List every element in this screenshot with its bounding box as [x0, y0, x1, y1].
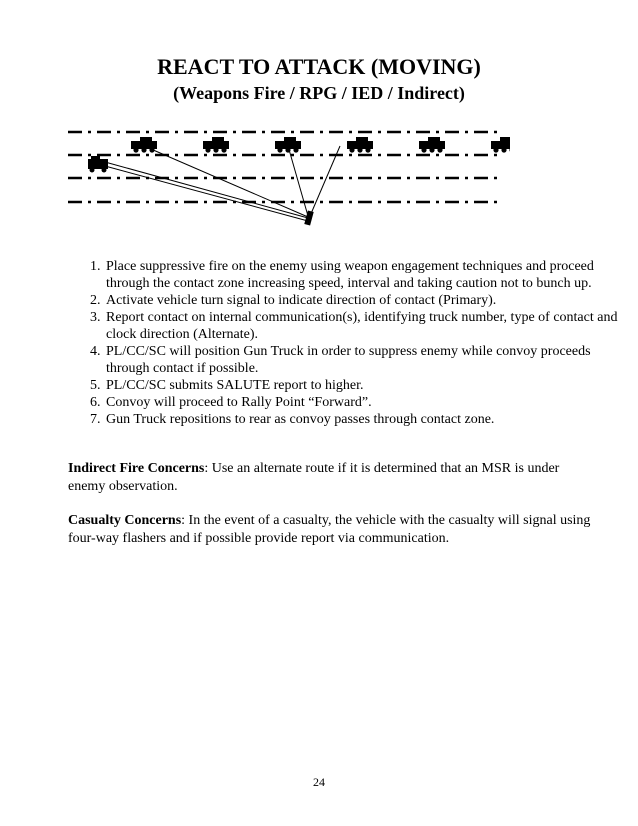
casualty-text: : In the event of a casualty, the vehicle with the casualty will signal using four-way flashers and if possible provide report via communication.	[68, 513, 591, 546]
convoy-vehicle-icon	[419, 137, 445, 153]
casualty-paragraph	[68, 512, 598, 548]
fire-line	[105, 162, 308, 218]
page-subtitle: (Weapons Fire / RPG / IED / Indirect)	[173, 83, 465, 103]
convoy-vehicle-icon	[131, 137, 157, 153]
list-item: 4. PL/CC/SC will position Gun Truck in order to suppress enemy while convoy proceeds through contact if possible.	[104, 343, 634, 377]
indirect-fire-text: : Use an alternate route if it is determined that an MSR is under enemy observation.	[68, 461, 560, 494]
convoy-vehicle-icon	[275, 137, 301, 153]
indirect-fire-paragraph	[68, 460, 598, 496]
gun-truck	[88, 156, 108, 173]
fire-line	[310, 146, 340, 216]
fire-line	[288, 146, 308, 216]
convoy-vehicle-icon	[203, 137, 229, 153]
list-item: 2. Activate vehicle turn signal to indicate direction of contact (Primary).	[104, 292, 634, 309]
page-title: REACT TO ATTACK (MOVING)	[157, 54, 481, 79]
enemy-icon	[304, 210, 313, 225]
list-item: 6. Convoy will proceed to Rally Point “Forward”.	[104, 394, 634, 411]
list-item: 1. Place suppressive fire on the enemy using weapon engagement techniques and proceed through the contact zone increasing speed, interval and taking caution not to bunch up.	[104, 258, 634, 292]
casualty-label: Casualty Concerns	[68, 513, 182, 528]
convoy-diagram	[60, 118, 510, 233]
list-item: 7. Gun Truck repositions to rear as convoy passes through contact zone.	[104, 411, 634, 428]
page-number: 24	[313, 775, 325, 789]
convoy-vehicle-icon	[491, 137, 510, 153]
fire-line	[105, 166, 308, 221]
list-item: 3. Report contact on internal communication(s), identifying truck number, type of contact and clock direction (Alternate).	[104, 309, 634, 343]
list-item: 5. PL/CC/SC submits SALUTE report to higher.	[104, 377, 634, 394]
procedure-steps	[62, 258, 634, 428]
indirect-fire-label: Indirect Fire Concerns	[68, 461, 205, 476]
fire-line	[144, 146, 308, 217]
convoy-vehicle-icon	[347, 137, 373, 153]
